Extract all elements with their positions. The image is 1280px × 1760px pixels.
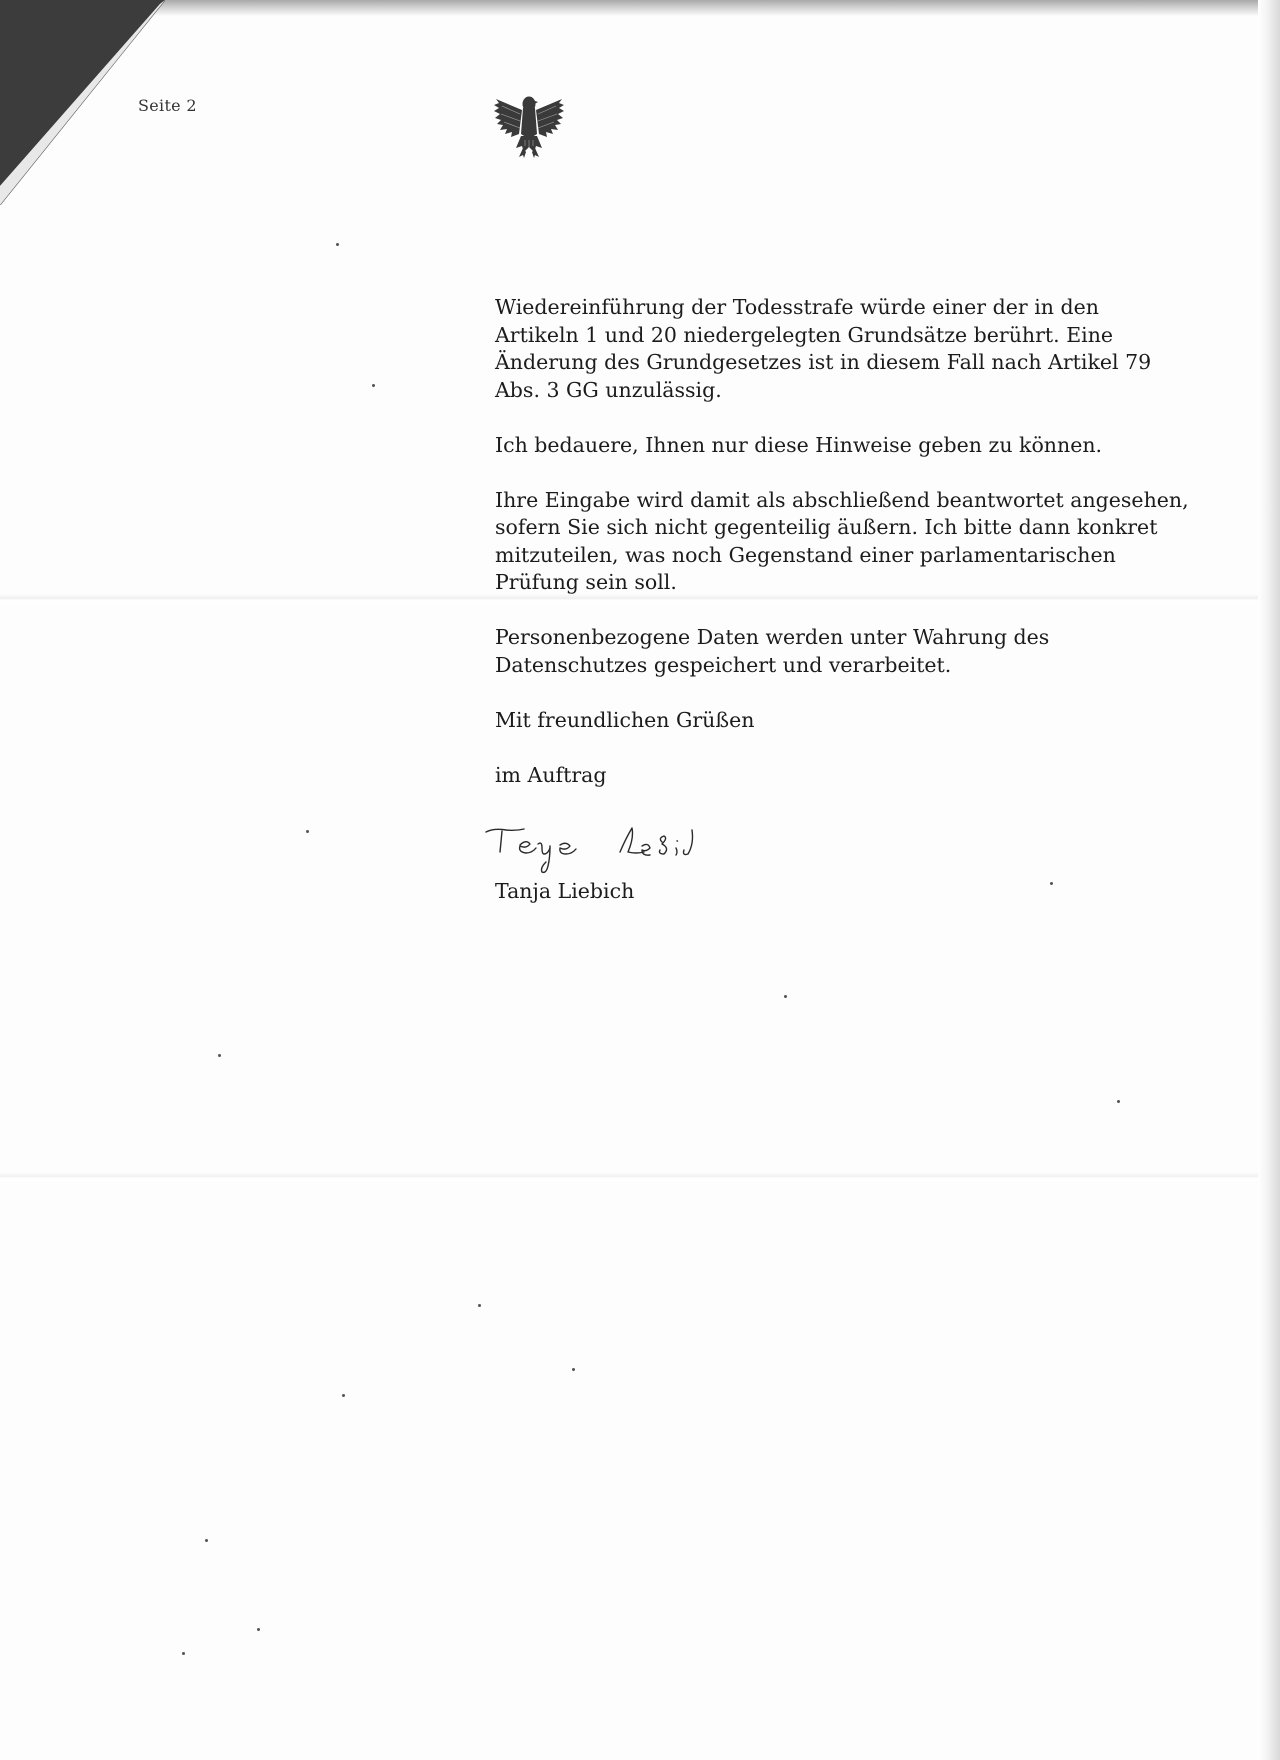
signature (480, 808, 720, 878)
closing (495, 707, 1215, 790)
paragraph-petition-closed (495, 487, 1215, 597)
on-behalf-note: im Auftrag (495, 762, 607, 787)
body-line: Abs. 3 GG unzulässig. (495, 377, 722, 402)
scan-speck (336, 243, 339, 246)
scan-speck (182, 1652, 185, 1655)
body-line: Änderung des Grundgesetzes ist in diesem Fall nach Artikel 79 (495, 350, 1152, 374)
closing-greeting: Mit freundlichen Grüßen (495, 707, 755, 732)
body-line: sofern Sie sich nicht gegenteilig äußern. Ich bitte dann konkret (495, 515, 1158, 539)
scan-speck (1117, 1100, 1120, 1103)
federal-eagle-icon (492, 90, 566, 160)
paragraph-data-protection (495, 624, 1215, 679)
body-line: Personenbezogene Daten werden unter Wahrung des (495, 625, 1050, 649)
body-line: Artikeln 1 und 20 niedergelegten Grundsätze berührt. Eine (495, 322, 1114, 347)
page-number: Seite 2 (138, 96, 197, 115)
body-line: Wiedereinführung der Todesstrafe würde einer der in den (495, 295, 1099, 319)
paragraph-constitution (495, 294, 1215, 404)
body-line: Ihre Eingabe wird damit als abschließend beantwortet angesehen, (495, 487, 1189, 512)
scan-speck (306, 830, 309, 833)
scan-speck (218, 1054, 221, 1057)
scan-right-edge (1258, 0, 1280, 1760)
letter-body (495, 294, 1215, 789)
scan-speck (342, 1394, 345, 1397)
scan-speck (257, 1628, 260, 1631)
scan-speck (784, 995, 787, 998)
scan-speck (478, 1304, 481, 1307)
scan-speck (372, 384, 375, 387)
body-line: mitzuteilen, was noch Gegenstand einer parlamentarischen (495, 542, 1116, 567)
fold-crease (0, 1172, 1258, 1182)
body-line: Datenschutzes gespeichert und verarbeitet. (495, 652, 952, 677)
signer-name: Tanja Liebich (495, 879, 635, 903)
scan-top-edge (150, 0, 1258, 16)
scan-speck (572, 1368, 575, 1371)
body-line: Prüfung sein soll. (495, 570, 677, 594)
paragraph-regret (495, 432, 1215, 460)
scan-speck (205, 1539, 208, 1542)
scan-speck (1050, 882, 1053, 885)
body-line: Ich bedauere, Ihnen nur diese Hinweise geben zu können. (495, 432, 1103, 457)
